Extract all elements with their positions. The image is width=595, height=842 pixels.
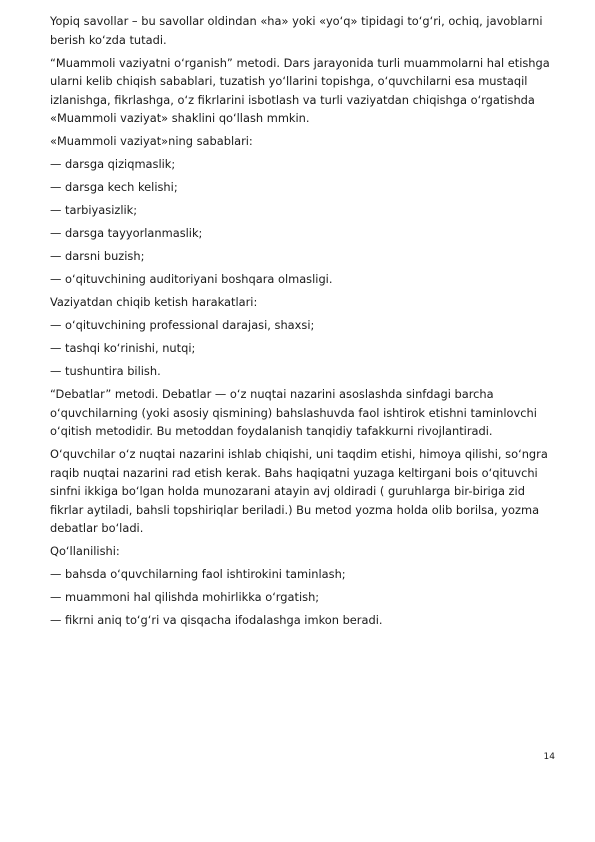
page-body: [50, 12, 555, 634]
heading-problem-causes: «Muammoli vaziyat»ning sabablari:: [50, 134, 253, 148]
paragraph-problem-situation-method: “Muammoli vaziyatni o‘rganish” metodi. Dars jarayonida turli muammolarni hal etishga ularni kelib chiqish sabablari, tuzatish yo‘llarini topishga, o‘quvchilarni esa mustaqil izlanishga, fikrlashga, o‘z fikrlarini isbotlash va turli vaziyatdan chiqishga o‘rgatishda «Muammoli vaziyat» shaklini qo‘llash mmkin.: [50, 55, 550, 125]
list-item: — o‘qituvchining professional darajasi, shaxsi;: [50, 318, 315, 332]
list-item: — darsga tayyorlanmaslik;: [50, 226, 203, 240]
paragraph-debates-process: O‘quvchilar o‘z nuqtai nazarini ishlab chiqishi, uni taqdim etishi, himoya qilishi, so‘ngra raqib nuqtai nazarini rad etish kerak. Bahs haqiqatni yuzaga keltirgani bois o‘qituvchi sinfni ikkiga bo‘lgan holda munozarani atayin avj oldiradi ( guruhlarga bir-biriga zid fikrlar aytiladi, bahsli topshiriqlar beriladi.) Bu metod yozma holda olib borilsa, yozma debatlar bo‘ladi.: [50, 447, 548, 535]
list-item: — bahsda o‘quvchilarning faol ishtirokini taminlash;: [50, 567, 346, 581]
list-item: — darsni buzish;: [50, 249, 145, 263]
list-item: — darsga qiziqmaslik;: [50, 157, 176, 171]
heading-exit-actions: Vaziyatdan chiqib ketish harakatlari:: [50, 295, 258, 309]
list-item: — darsga kech kelishi;: [50, 180, 178, 194]
list-item: — tashqi ko‘rinishi, nutqi;: [50, 341, 196, 355]
heading-application: Qo‘llanilishi:: [50, 544, 120, 558]
list-item: — o‘qituvchining auditoriyani boshqara olmasligi.: [50, 272, 333, 286]
paragraph-debates-method: “Debatlar” metodi. Debatlar — o‘z nuqtai nazarini asoslashda sinfdagi barcha o‘quvchilarning (yoki asosiy qismining) bahslashuvda faol ishtirok etishni taminlovchi o‘qitish metodidir. Bu metoddan foydalanish tanqidiy tafakkurni rivojlantiradi.: [50, 387, 537, 438]
list-item: — fikrni aniq to‘g‘ri va qisqacha ifodalashga imkon beradi.: [50, 613, 383, 627]
page-number: 14: [543, 752, 555, 762]
list-item: — tarbiyasizlik;: [50, 203, 138, 217]
list-item: — muammoni hal qilishda mohirlikka o‘rgatish;: [50, 590, 320, 604]
paragraph-closed-questions: Yopiq savollar – bu savollar oldindan «ha» yoki «yo‘q» tipidagi to‘g‘ri, ochiq, javoblarni berish ko‘zda tutadi.: [50, 14, 543, 47]
list-item: — tushuntira bilish.: [50, 364, 161, 378]
